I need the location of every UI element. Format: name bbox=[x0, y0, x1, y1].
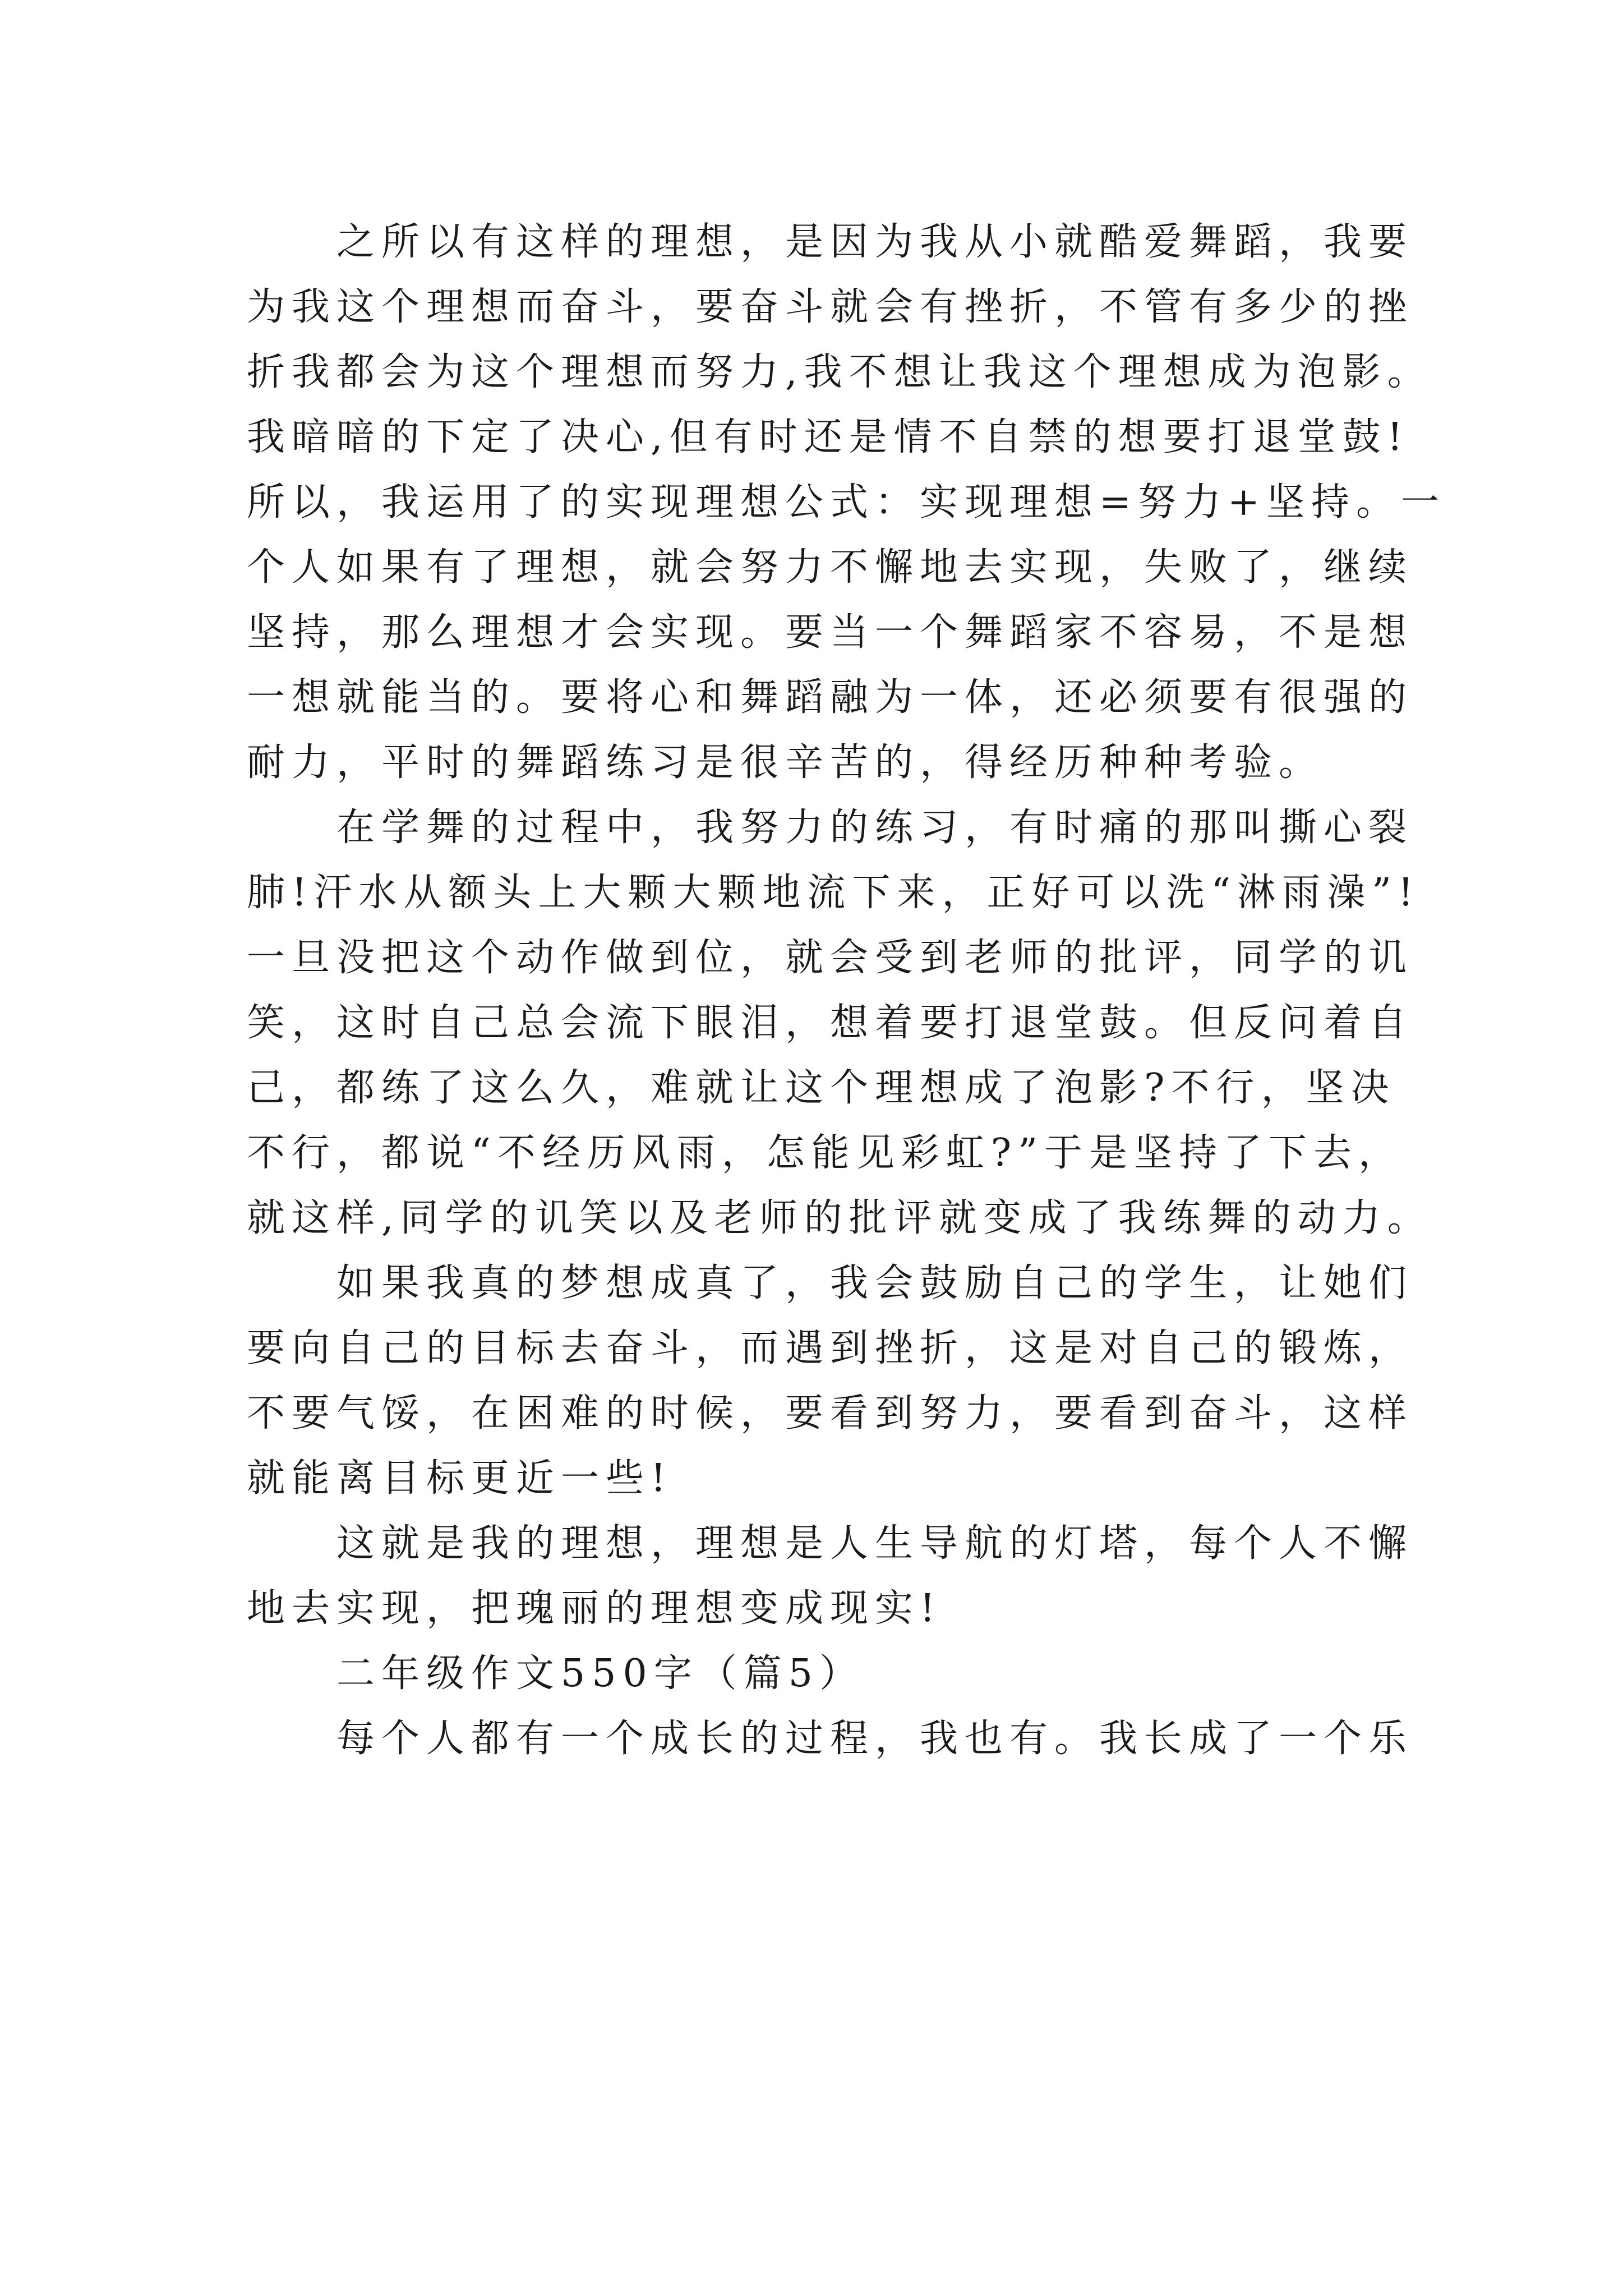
text-line: 一想就能当的。要将心和舞蹈融为一体，还必须要有很强的 bbox=[247, 675, 1414, 720]
text-line: 每个人都有一个成长的过程，我也有。我长成了一个乐 bbox=[336, 1717, 1414, 1761]
text-line: 折我都会为这个理想而努力,我不想让我这个理想成为泡影。 bbox=[247, 350, 1432, 394]
text-line: 就能离目标更近一些! bbox=[247, 1456, 673, 1501]
text-line: 就这样,同学的讥笑以及老师的批评就变成了我练舞的动力。 bbox=[247, 1196, 1432, 1240]
text-line: 不要气馁，在困难的时候，要看到努力，要看到奋斗，这样 bbox=[247, 1391, 1414, 1435]
text-line: 耐力，平时的舞蹈练习是很辛苦的，得经历种种考验。 bbox=[247, 740, 1324, 785]
text-line: 要向自己的目标去奋斗，而遇到挫折，这是对自己的锻炼， bbox=[247, 1326, 1414, 1370]
text-line: 所以，我运用了的实现理想公式：实现理想=努力+坚持。一 bbox=[247, 480, 1446, 524]
text-line: 地去实现，把瑰丽的理想变成现实! bbox=[247, 1586, 942, 1631]
text-line: 为我这个理想而奋斗，要奋斗就会有挫折，不管有多少的挫 bbox=[247, 285, 1414, 329]
section-heading: 二年级作文550字（篇5） bbox=[336, 1651, 865, 1696]
text-line: 之所以有这样的理想，是因为我从小就酷爱舞蹈，我要 bbox=[336, 220, 1414, 264]
text-line: 这就是我的理想，理想是人生导航的灯塔，每个人不懈 bbox=[336, 1521, 1414, 1566]
text-line: 我暗暗的下定了决心,但有时还是情不自禁的想要打退堂鼓! bbox=[247, 415, 1409, 459]
text-line: 在学舞的过程中，我努力的练习，有时痛的那叫撕心裂 bbox=[336, 806, 1414, 850]
text-line: 肺!汗水从额头上大颗大颗地流下来，正好可以洗“淋雨澡”! bbox=[247, 871, 1421, 915]
text-line: 笑，这时自己总会流下眼泪，想着要打退堂鼓。但反问着自 bbox=[247, 1001, 1414, 1045]
text-line: 一旦没把这个动作做到位，就会受到老师的批评，同学的讥 bbox=[247, 936, 1414, 980]
text-line: 不行，都说“不经历风雨，怎能见彩虹?”于是坚持了下去， bbox=[247, 1131, 1403, 1175]
text-line: 己，都练了这么久，难就让这个理想成了泡影?不行，坚决 bbox=[247, 1066, 1396, 1110]
text-line: 个人如果有了理想，就会努力不懈地去实现，失败了，继续 bbox=[247, 545, 1414, 590]
text-line: 如果我真的梦想成真了，我会鼓励自己的学生，让她们 bbox=[336, 1261, 1414, 1305]
text-line: 坚持，那么理想才会实现。要当一个舞蹈家不容易，不是想 bbox=[247, 610, 1414, 655]
